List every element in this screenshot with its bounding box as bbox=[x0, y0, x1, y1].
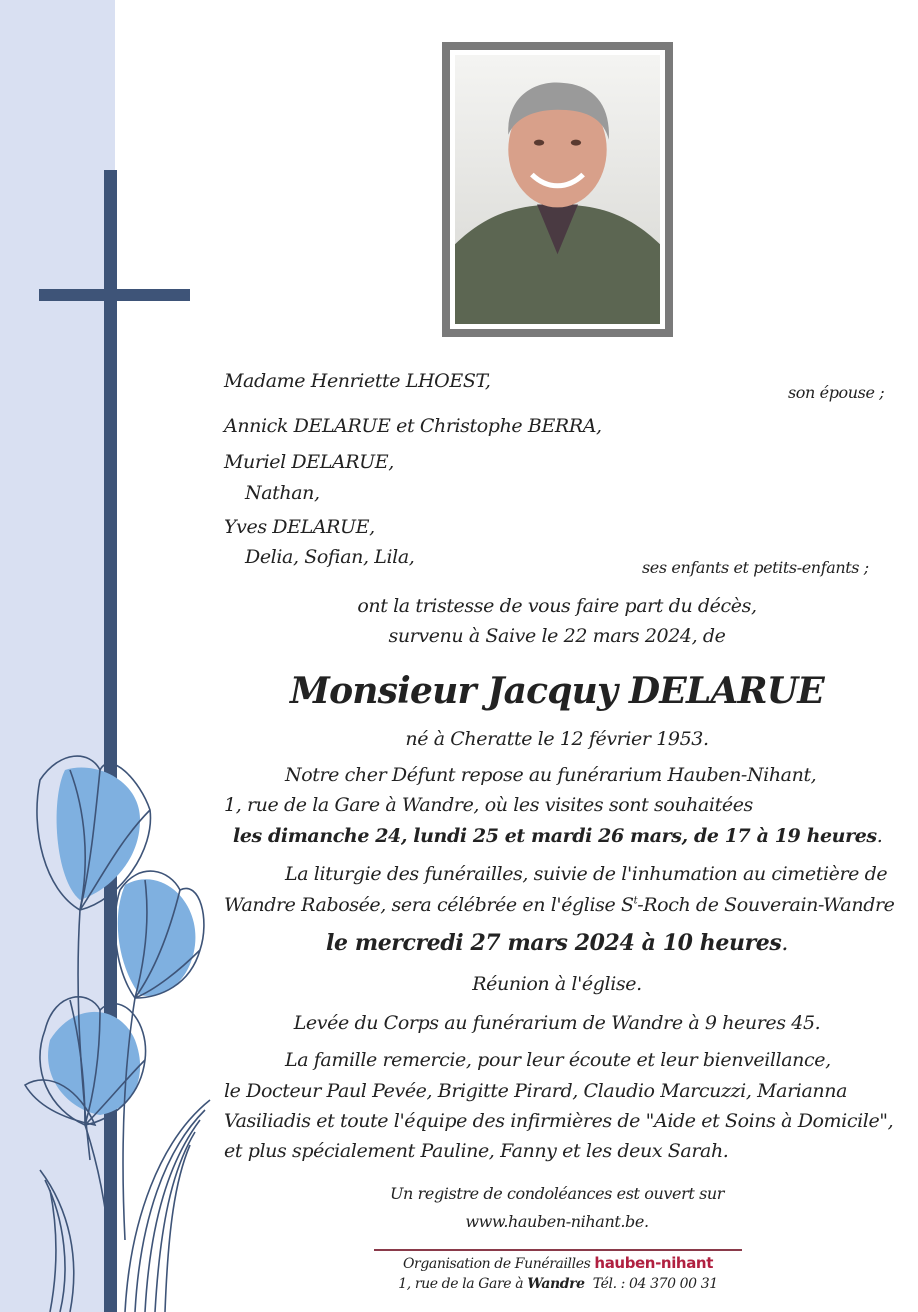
visitation-dates-end: . bbox=[876, 825, 883, 847]
funeral-line2-b: -Roch de Souverain-Wandre bbox=[637, 894, 895, 916]
thanks-line4: et plus spécialement Pauline, Fanny et les deux Sarah. bbox=[224, 1140, 729, 1162]
deceased-name: Monsieur Jacquy DELARUE bbox=[290, 670, 824, 712]
funeral-date-bold: le mercredi 27 mars 2024 à 10 heures bbox=[326, 930, 782, 956]
announcement-line2: survenu à Saive le 22 mars 2024, de bbox=[388, 625, 726, 647]
footer-organisation bbox=[374, 1254, 742, 1273]
brand-logo-text: hauben-nihant bbox=[594, 1254, 713, 1272]
cross-horizontal-bar bbox=[39, 289, 190, 301]
visitation-line1: Notre cher Défunt repose au funérarium Hauben-Nihant, bbox=[285, 764, 817, 786]
grandchild-nathan: Nathan, bbox=[245, 482, 320, 504]
child-muriel: Muriel DELARUE, bbox=[224, 451, 394, 473]
footer-address-city: Wandre bbox=[527, 1276, 585, 1292]
grandchildren-yves: Delia, Sofian, Lila, bbox=[245, 546, 415, 568]
portrait-photo bbox=[455, 55, 660, 324]
birth-info: né à Cheratte le 12 février 1953. bbox=[405, 728, 709, 750]
child-annick: Annick DELARUE et Christophe BERRA, bbox=[224, 415, 602, 437]
funeral-line2-a: Wandre Rabosée, sera célébrée en l'église S bbox=[224, 894, 634, 916]
tulip-flowers-illustration bbox=[0, 740, 220, 1312]
visitation-dates-bold: les dimanche 24, lundi 25 et mardi 26 mars, de 17 à 19 heures bbox=[233, 825, 877, 847]
children-role: ses enfants et petits-enfants ; bbox=[642, 558, 869, 577]
footer-phone: Tél. : 04 370 00 31 bbox=[584, 1276, 718, 1292]
announcement-line1: ont la tristesse de vous faire part du décès, bbox=[357, 595, 757, 617]
funeral-line2 bbox=[224, 894, 894, 917]
visitation-line2: 1, rue de la Gare à Wandre, où les visites sont souhaitées bbox=[224, 794, 753, 816]
thanks-line3: Vasiliadis et toute l'équipe des infirmières de "Aide et Soins à Domicile", bbox=[224, 1110, 894, 1132]
register-line: Un registre de condoléances est ouvert sur bbox=[389, 1184, 725, 1203]
footer-divider bbox=[374, 1249, 742, 1251]
funeral-line2-sup: t bbox=[633, 895, 638, 907]
footer-org-prefix: Organisation de Funérailles bbox=[402, 1256, 595, 1272]
footer-address bbox=[374, 1276, 742, 1293]
spouse-name: Madame Henriette LHOEST, bbox=[224, 370, 491, 392]
footer-address-street: 1, rue de la Gare à bbox=[398, 1276, 528, 1292]
meeting-info: Réunion à l'église. bbox=[472, 973, 642, 995]
visitation-dates bbox=[233, 825, 882, 848]
spouse-role: son épouse ; bbox=[788, 383, 885, 402]
register-url[interactable]: www.hauben-nihant.be. bbox=[465, 1212, 649, 1231]
thanks-line1: La famille remercie, pour leur écoute et leur bienveillance, bbox=[285, 1049, 831, 1071]
child-yves: Yves DELARUE, bbox=[224, 516, 375, 538]
funeral-line1: La liturgie des funérailles, suivie de l'inhumation au cimetière de bbox=[285, 863, 888, 885]
levee-info: Levée du Corps au funérarium de Wandre à 9 heures 45. bbox=[293, 1012, 821, 1034]
portrait-frame bbox=[442, 42, 673, 337]
funeral-date-end: . bbox=[781, 931, 788, 956]
funeral-date bbox=[222, 930, 892, 957]
portrait-mat bbox=[450, 50, 665, 329]
thanks-line2: le Docteur Paul Pevée, Brigitte Pirard, Claudio Marcuzzi, Marianna bbox=[224, 1080, 847, 1102]
